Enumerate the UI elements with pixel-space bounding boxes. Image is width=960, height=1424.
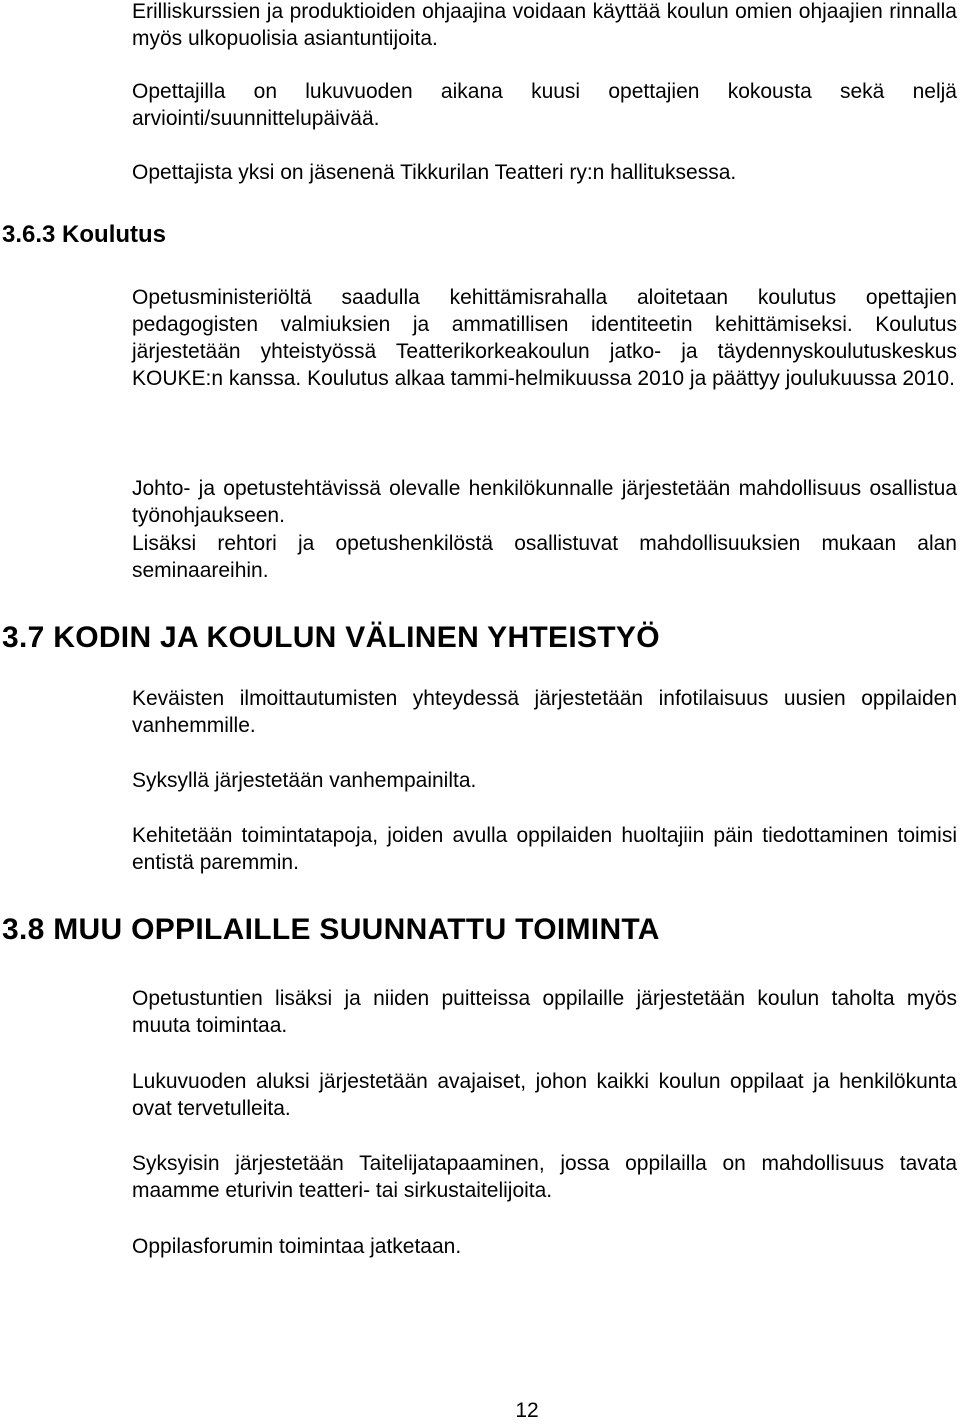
paragraph-communication: Kehitetään toimintatapoja, joiden avulla oppilaiden huoltajiin päin tiedottaminen toimisi entistä paremmin. (132, 824, 957, 874)
page-number: 12 (515, 1399, 539, 1422)
paragraph-opening-ceremony: Lukuvuoden aluksi järjestetään avajaiset, johon kaikki koulun oppilaat ja henkilökunta ovat tervetulleita. (132, 1070, 957, 1120)
paragraph-other-activities: Opetustuntien lisäksi ja niiden puitteissa oppilaille järjestetään koulun taholta myös muuta toimintaa. (132, 987, 957, 1037)
paragraph-parents-evening: Syksyllä järjestetään vanhempainilta. (132, 769, 477, 792)
heading-3-7-home-school: 3.7 KODIN JA KOULUN VÄLINEN YHTEISTYÖ (2, 621, 660, 654)
paragraph-work-supervision: Johto- ja opetustehtävissä olevalle henkilökunnalle järjestetään mahdollisuus osallistua työnohjaukseen. (132, 477, 957, 527)
heading-3-6-3-koulutus: 3.6.3 Koulutus (2, 221, 167, 248)
paragraph-board-member: Opettajista yksi on jäsenenä Tikkurilan Teatteri ry:n hallituksessa. (132, 161, 737, 184)
paragraph-guest-instructors: Erilliskurssien ja produktioiden ohjaajina voidaan käyttää koulun omien ohjaajien rinnalla myös ulkopuolisia asiantuntijoita. (132, 0, 957, 50)
paragraph-teacher-meetings: Opettajilla on lukuvuoden aikana kuusi opettajien kokousta sekä neljä arviointi/suunnittelupäivää. (132, 80, 957, 130)
paragraph-artist-meeting: Syksyisin järjestetään Taitelijatapaaminen, jossa oppilailla on mahdollisuus tavata maamme eturivin teatteri- tai sirkustaitelijoita. (132, 1152, 957, 1202)
heading-3-8-other-activities: 3.8 MUU OPPILAILLE SUUNNATTU TOIMINTA (2, 913, 660, 946)
paragraph-seminars: Lisäksi rehtori ja opetushenkilöstä osallistuvat mahdollisuuksien mukaan alan seminaareihin. (132, 532, 957, 582)
paragraph-info-session: Keväisten ilmoittautumisten yhteydessä järjestetään infotilaisuus uusien oppilaiden vanhemmille. (132, 687, 957, 737)
paragraph-training-program: Opetusministeriöltä saadulla kehittämisrahalla aloitetaan koulutus opettajien pedagogisten valmiuksien ja ammatillisen identiteetin kehittämiseksi. Koulutus järjestetään yhteistyössä Teatterikorkeakoulun jatko- ja täydennyskoulutuskeskus KOUKE:n kanssa. Koulutus alkaa tammi-helmikuussa 2010 ja päättyy joulukuussa 2010. (132, 286, 957, 390)
paragraph-student-forum: Oppilasforumin toimintaa jatketaan. (132, 1235, 462, 1258)
